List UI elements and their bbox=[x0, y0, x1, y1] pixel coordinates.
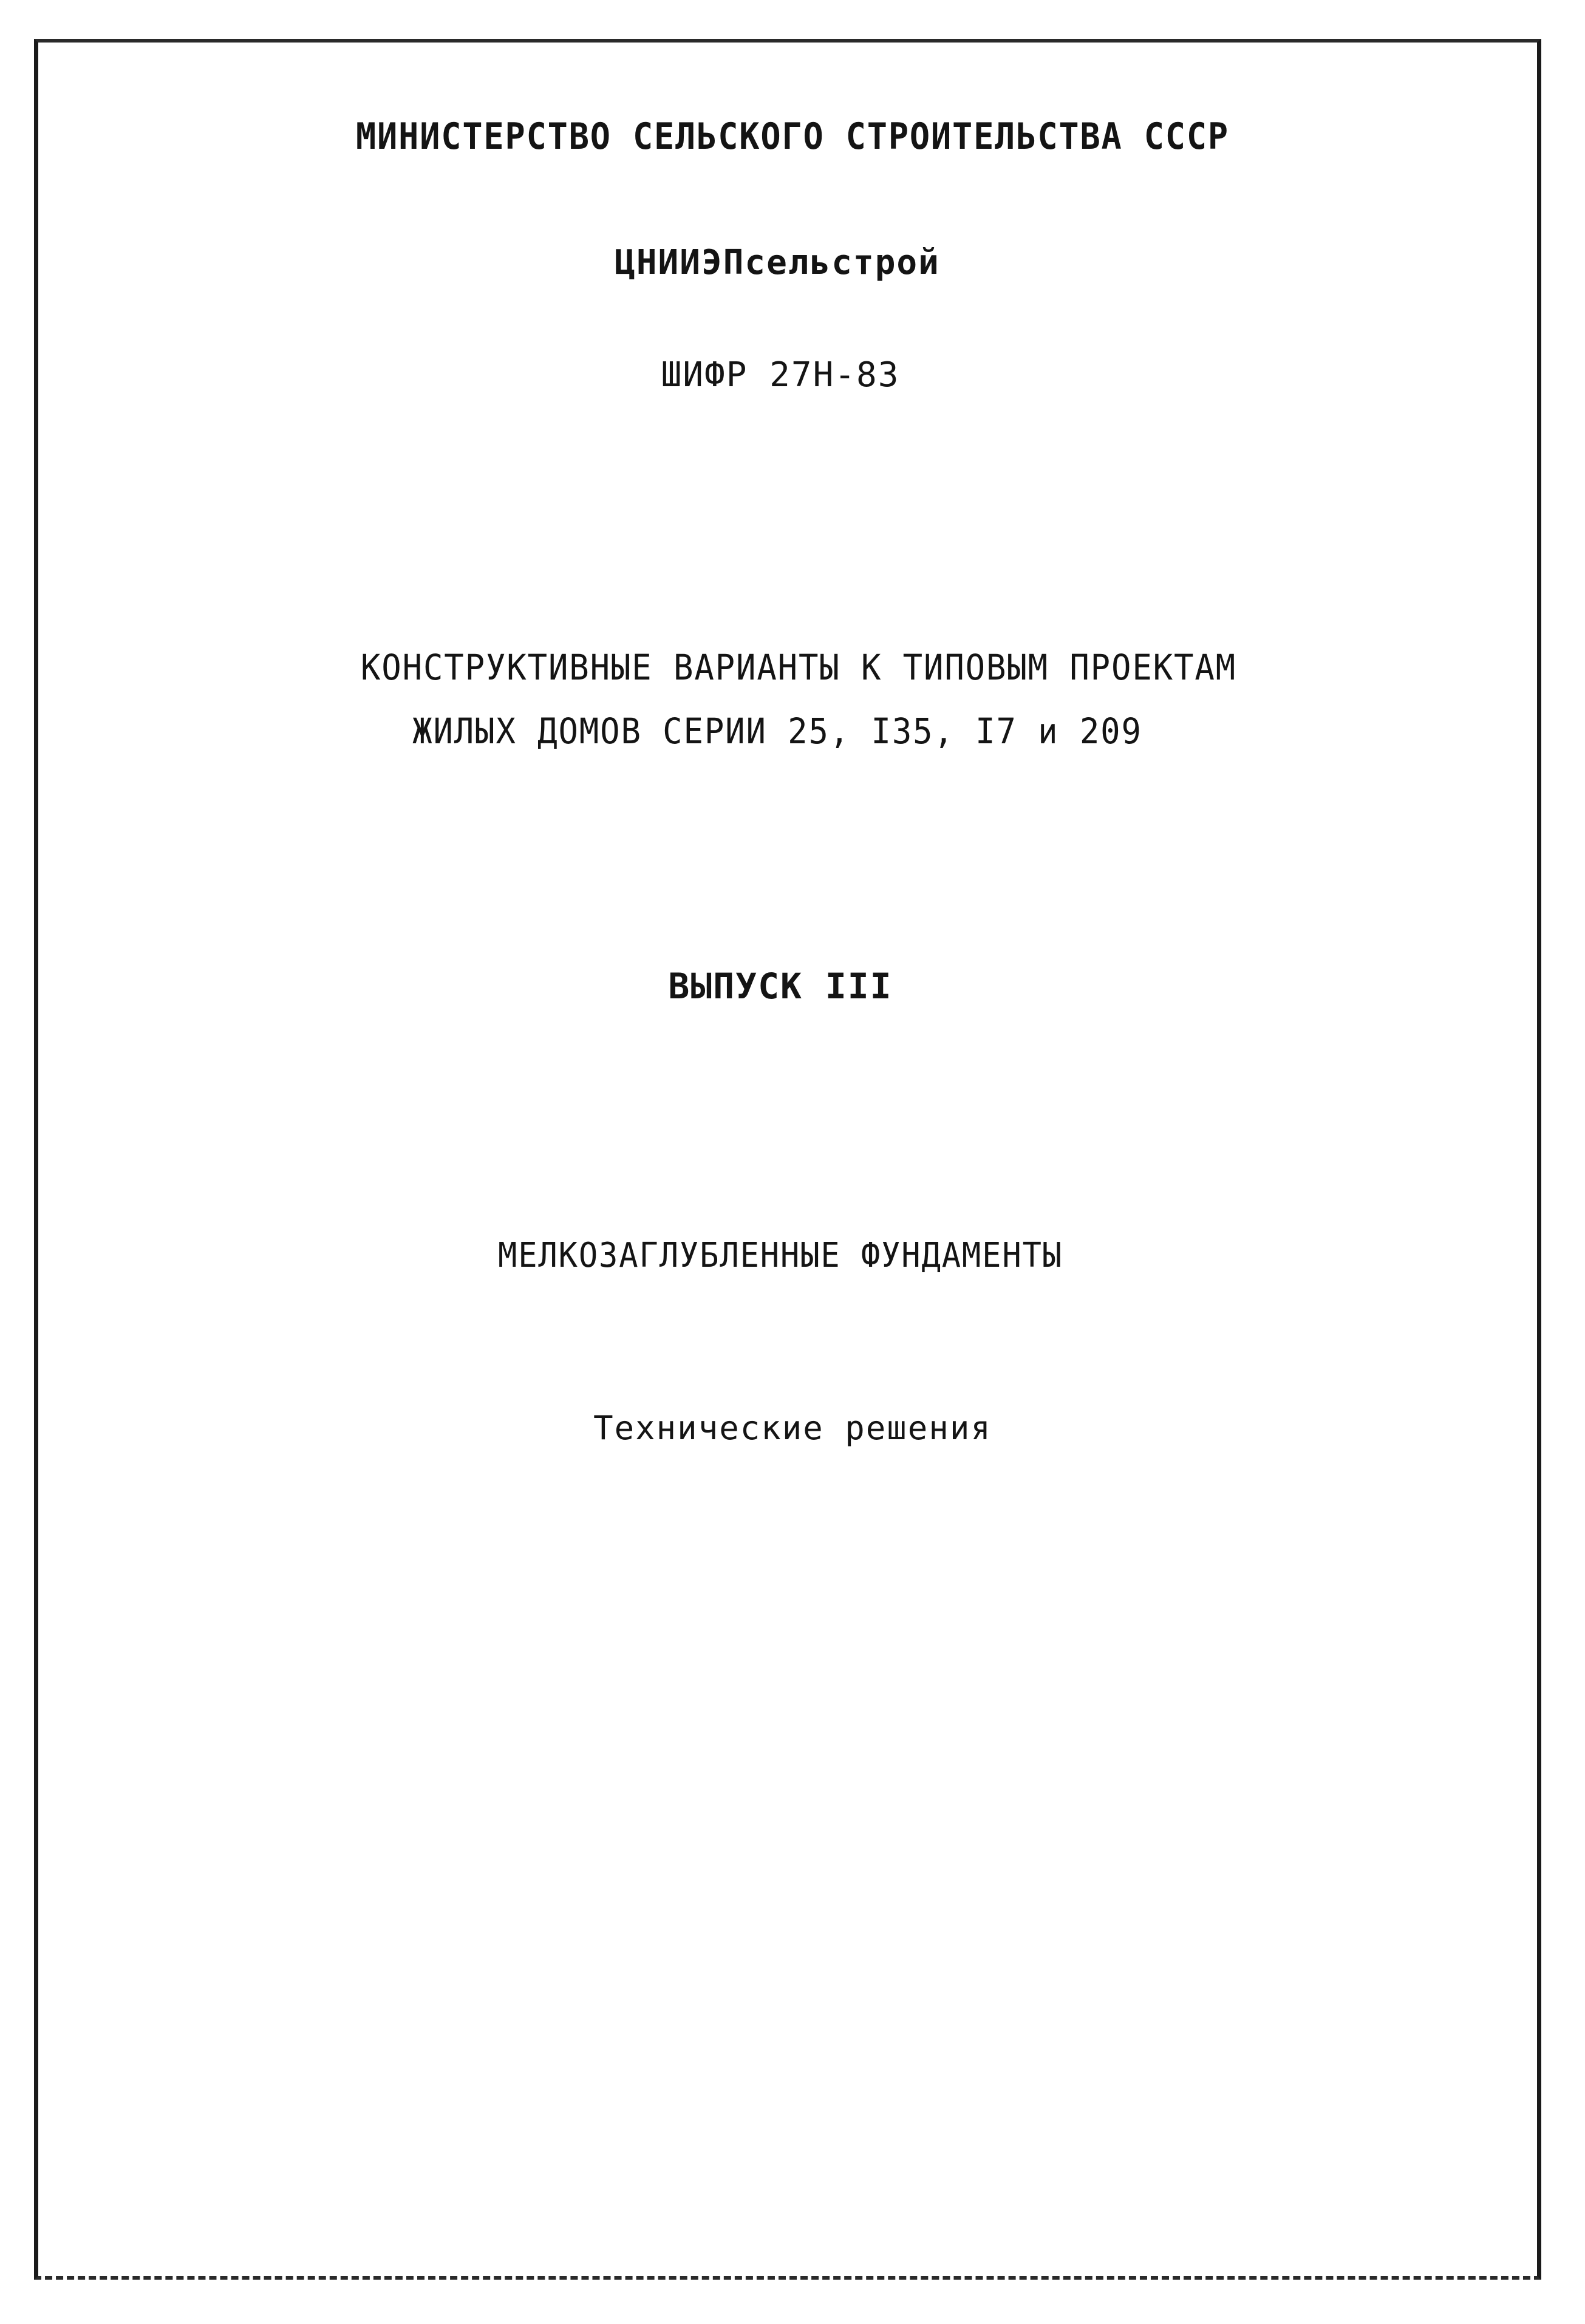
document-title-line-2: ЖИЛЫХ ДОМОВ СЕРИИ 25, I35, I7 и 209 bbox=[412, 710, 1142, 752]
document-title-line-1: КОНСТРУКТИВНЫЕ ВАРИАНТЫ К ТИПОВЫМ ПРОЕКТАМ bbox=[360, 647, 1237, 688]
document-subtitle: Технические решения bbox=[593, 1409, 992, 1447]
issue-number: ВЫПУСК III bbox=[668, 966, 893, 1007]
institute-name: ЦНИИЭПсельстрой bbox=[615, 243, 940, 282]
ministry-heading: МИНИСТЕРСТВО СЕЛЬСКОГО СТРОИТЕЛЬСТВА СССР bbox=[355, 115, 1229, 158]
document-code: ШИФР 27Н-83 bbox=[661, 355, 900, 395]
document-subject: МЕЛКОЗАГЛУБЛЕННЫЕ ФУНДАМЕНТЫ bbox=[497, 1236, 1063, 1275]
